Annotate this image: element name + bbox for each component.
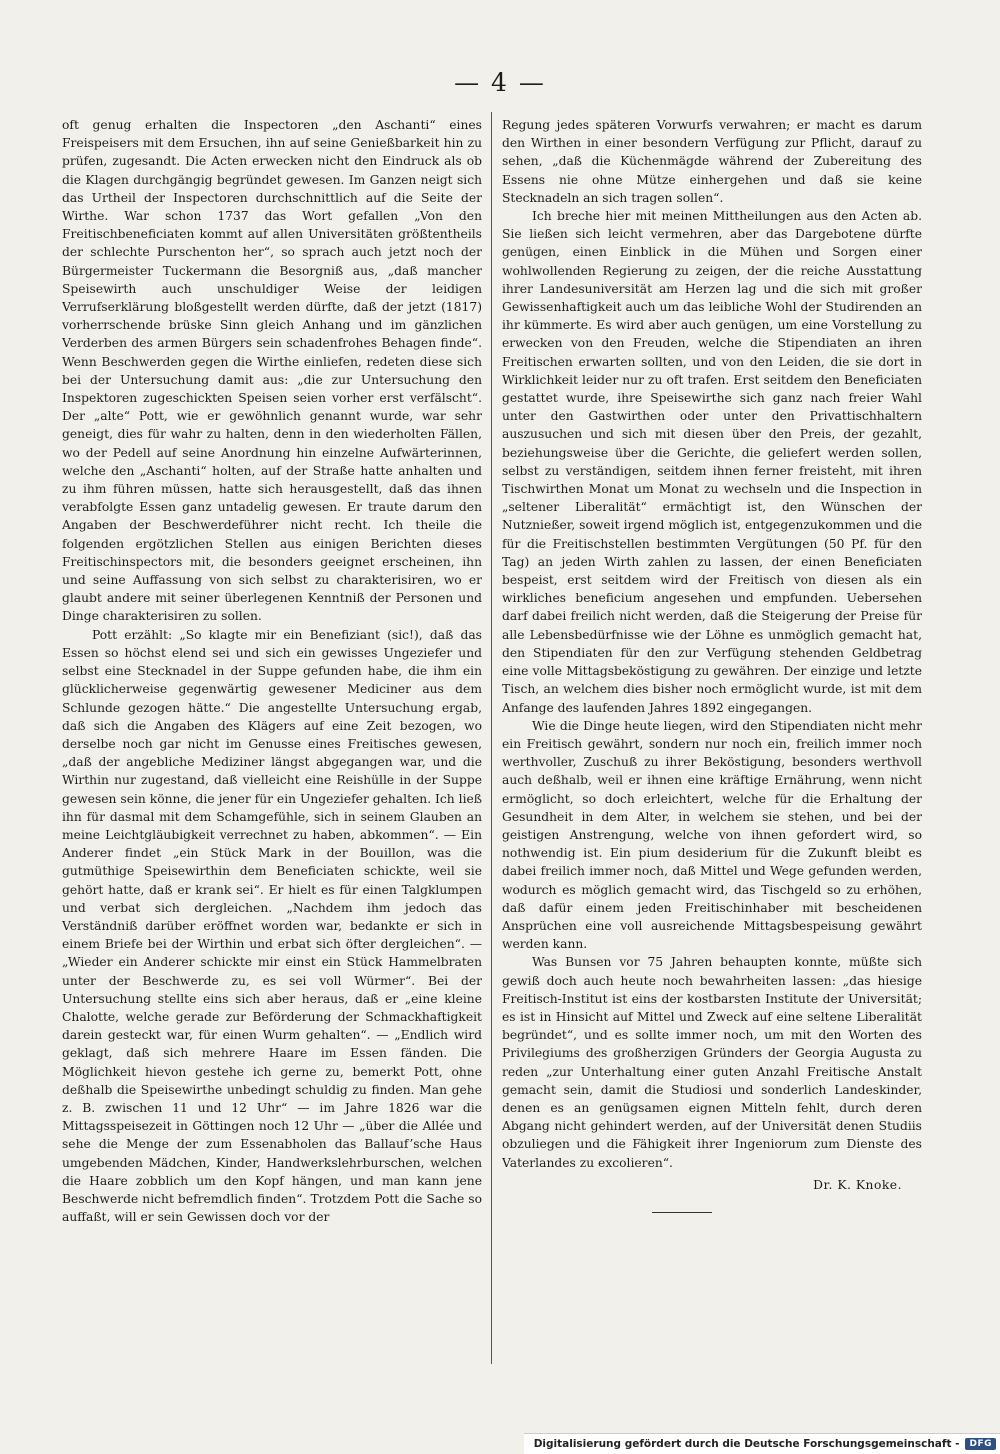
paragraph: Was Bunsen vor 75 Jahren behaupten konnte, müßte sich gewiß doch auch heute noch bewahrheiten lassen: „das hiesige Freitisch-Institut ist eins der kostbarsten Institute der Universität; es ist in Hinsicht auf Mittel und Zweck auf eine seltene Liberalität begründet“, und es sollte immer noch, um mit den Worten des Privilegiums des großherzigen Gründers der Georgia Augusta zu reden „zur Unterhaltung einer guten Anzahl Freitische Anstalt gemacht sein, damit die Studiosi und sonderlich Landeskinder, denen es an genügsamen eignen Mitteln fehlt, durch deren Abgang nicht gehindert werden, auf der Universität denen Studiis obzuliegen und die Fähigkeit ihrer Ingeniorum zum Dienste des Vaterlandes zu excolieren“.	[502, 955, 922, 1170]
paragraph: oft genug erhalten die Inspectoren „den Aschanti“ eines Freispeisers mit dem Ersuchen, ihn auf seine Genießbarkeit hin zu prüfen, zugesandt. Die Acten erwecken nicht den Eindruck als ob die Klagen durchgängig begründet gewesen. Im Ganzen neigt sich das Urtheil der Inspectoren durchschnittlich auf die Seite der Wirthe. War schon 1737 das Wort gefallen „Von den Freitischbeneficiaten kommt auf allen Universitäten größtentheils der schlechte Purschenton her“, so sprach auch jetzt noch der Bürgermeister Tuckermann die Besorgniß aus, „daß mancher Speisewirth auch unschuldiger Weise der leidigen Verrufserklärung bloßgestellt werden dürfte, daß der jetzt (1817) vorherrschende brüske Sinn gleich Anhang und im gänzlichen Verderben des armen Bürgers sein schadenfrohes Behagen finde“. Wenn Beschwerden gegen die Wirthe einliefen, redeten diese sich bei der Untersuchung damit aus: „die zur Untersuchung den Inspektoren zugeschickten Speisen seien vorher erst verfälscht“. Der „alte“ Pott, wie er gewöhnlich genannt wurde, war sehr geneigt, dies für wahr zu halten, denn in den wiederholten Fällen, wo der Pedell auf seine Anordnung hin einzelne Aufwärterinnen, welche den „Aschanti“ holten, auf der Straße hatte anhalten und zu ihm führen müssen, hatte sich herausgestellt, daß das ihnen verabfolgte Essen ganz untadelig gewesen. Er traute darum den Angaben der Beschwerdeführer nicht recht. Ich theile die folgenden ergötzlichen Stellen aus einigen Berichten dieses Freitischinspectors mit, die besonders geeignet erscheinen, ihn und seine Auffassung von sich selbst zu charakterisiren, wo er glaubt andere mit seiner überlegenen Kenntniß der Personen und Dinge charakterisiren zu sollen.	[62, 118, 482, 624]
dfg-logo: DFG	[965, 1438, 996, 1450]
author-signature: Dr. K. Knoke.	[813, 1177, 902, 1192]
paragraph: Wie die Dinge heute liegen, wird den Stipendiaten nicht mehr ein Freitisch gewährt, sondern nur noch ein, freilich immer noch werthvoller, Zuschuß zu ihrer Beköstigung, besonders werthvoll auch deßhalb, weil er ihnen eine kräftige Ernährung, wenn nicht ermöglicht, so doch erleichtert, welche für die Erhaltung der Gesundheit in dem Alter, in welchem sie stehen, und bei der geistigen Anstrengung, welche von ihnen gefordert wird, so nothwendig ist. Ein pium desiderium für die Zukunft bleibt es dabei freilich immer noch, daß Mittel und Wege gefunden werden, wodurch es möglich gemacht wird, das Tischgeld so zu erhöhen, daß dafür einem jeden Freitischinhaber mit bescheidenen Ansprüchen eine voll ausreichende Mittagsbespeisung gewährt werden kann.	[502, 718, 922, 952]
closing-rule	[652, 1212, 712, 1213]
right-column	[502, 116, 922, 1378]
footer-text: Digitalisierung gefördert durch die Deutsche Forschungsgemeinschaft -	[533, 1438, 960, 1450]
page-number: — 4 —	[454, 68, 546, 97]
digitization-footer	[524, 1433, 1000, 1454]
paragraph: Pott erzählt: „So klagte mir ein Benefiziant (sic!), daß das Essen so höchst elend sei und sich ein gewisses Ungeziefer und selbst eine Stecknadel in der Suppe gefunden habe, die ihm ein glücklicherweise gegenwärtig gewesener Mediciner aus dem Schlunde gezogen hätte.“ Die angestellte Untersuchung ergab, daß sich die Angaben des Klägers auf eine Zeit bezogen, wo derselbe noch gar nicht im Genusse eines Freitisches gewesen, „daß der angebliche Mediziner längst abgegangen war, und die Wirthin nur zugestand, daß vielleicht eine Reishülle in der Suppe gewesen sein könne, die jener für ein Ungeziefer gehalten. Ich ließ ihn für dasmal mit dem Schamgefühle, sich in seinem Glauben an meine Leichtgläubigkeit verrechnet zu haben, abkommen“. — Ein Anderer findet „ein Stück Mark in der Bouillon, was die gutmüthige Speisewirthin dem Beneficiaten schickte, weil sie gehört hatte, daß er krank sei“. Er hielt es für einen Talgklumpen und verbat sich dergleichen. „Nachdem ihm jedoch das Verständniß darüber eröffnet worden war, bedankte er sich in einem Briefe bei der Wirthin und erbat sich öfter dergleichen“. — „Wieder ein Anderer schickte mir einst ein Stück Hammelbraten unter der Beschwerde zu, es sei voll Würmer“. Bei der Untersuchung stellte eins sich aber heraus, daß er „eine kleine Chalotte, welche gerade zur Beförderung der Schmackhaftigkeit darein gesteckt war, für einen Wurm gehalten“. — „Endlich wird geklagt, daß sich mehrere Haare im Essen fänden. Die Möglichkeit hievon gestehe ich gerne zu, bemerkt Pott, ohne deßhalb die Speisewirthe unbedingt schuldig zu finden. Man gehe z. B. zwischen 11 und 12 Uhr“ — im Jahre 1826 war die Mittagsspeisezeit in Göttingen noch 12 Uhr — „über die Allée und sehe die Menge der zum Essenabholen das Ballauf’sche Haus umgebenden Mädchen, Kinder, Handwerkslehrburschen, welchen die Haare zobblich um den Kopf hängen, und man kann jene Beschwerde nicht befremdlich finden“. Trotzdem Pott die Sache so auffaßt, will er sein Gewissen doch vor der	[62, 627, 482, 1225]
paragraph: Ich breche hier mit meinen Mittheilungen aus den Acten ab. Sie ließen sich leicht vermehren, aber das Dargebotene dürfte genügen, einen Einblick in die Mühen und Sorgen einer wohlwollenden Regierung zu zeigen, der die reiche Ausstattung ihrer Landesuniversität am Herzen lag und die sich mit großer Gewissenhaftigkeit auch um das leibliche Wohl der Studirenden an ihr kümmerte. Es wird aber auch genügen, um eine Vorstellung zu erwecken von den Freuden, welche die Stipendiaten an ihren Freitischen erwarten sollten, und von den Leiden, die sie dort in Wirklichkeit leider nur zu oft trafen. Erst seitdem den Beneficiaten gestattet wurde, ihre Speisewirthe sich ganz nach freier Wahl unter den Gastwirthen oder unter den Privattischhaltern auszusuchen und sich mit diesen über den Preis, der gezahlt, beziehungsweise über die Gerichte, die geliefert werden sollen, selbst zu verständigen, seitdem ihnen ferner freisteht, mit ihren Tischwirthen Monat um Monat zu wechseln und die Inspection in „seltener Liberalität“ ermächtigt ist, den Wünschen der Nutznießer, soweit irgend möglich ist, entgegenzukommen und die für die Freitischstellen bestimmten Vergütungen (50 Pf. für den Tag) an jeden Wirth zahlen zu lassen, der einen Beneficiaten bespeist, erst seitdem wird der Freitisch von diesen als ein wirkliches beneficium angesehen und empfunden. Uebersehen darf dabei freilich nicht werden, daß die Steigerung der Preise für alle Lebensbedürfnisse wie der Löhne es unmöglich gemacht hat, den Stipendiaten für den zur Verfügung stehenden Geldbetrag eine volle Mittagsbeköstigung zu gewähren. Der einzige und letzte Tisch, an welchem dies bisher noch ermöglicht wurde, ist mit dem Anfange des laufenden Jahres 1892 eingegangen.	[502, 209, 922, 715]
left-column	[62, 116, 482, 1378]
paragraph: Regung jedes späteren Vorwurfs verwahren; er macht es darum den Wirthen in einer besondern Verfügung zur Pflicht, darauf zu sehen, „daß die Küchenmägde während der Zubereitung des Essens nie ohne Mütze einhergehen und daß sie keine Stecknadeln an sich tragen sollen“.	[502, 118, 922, 205]
column-divider	[491, 112, 492, 1364]
